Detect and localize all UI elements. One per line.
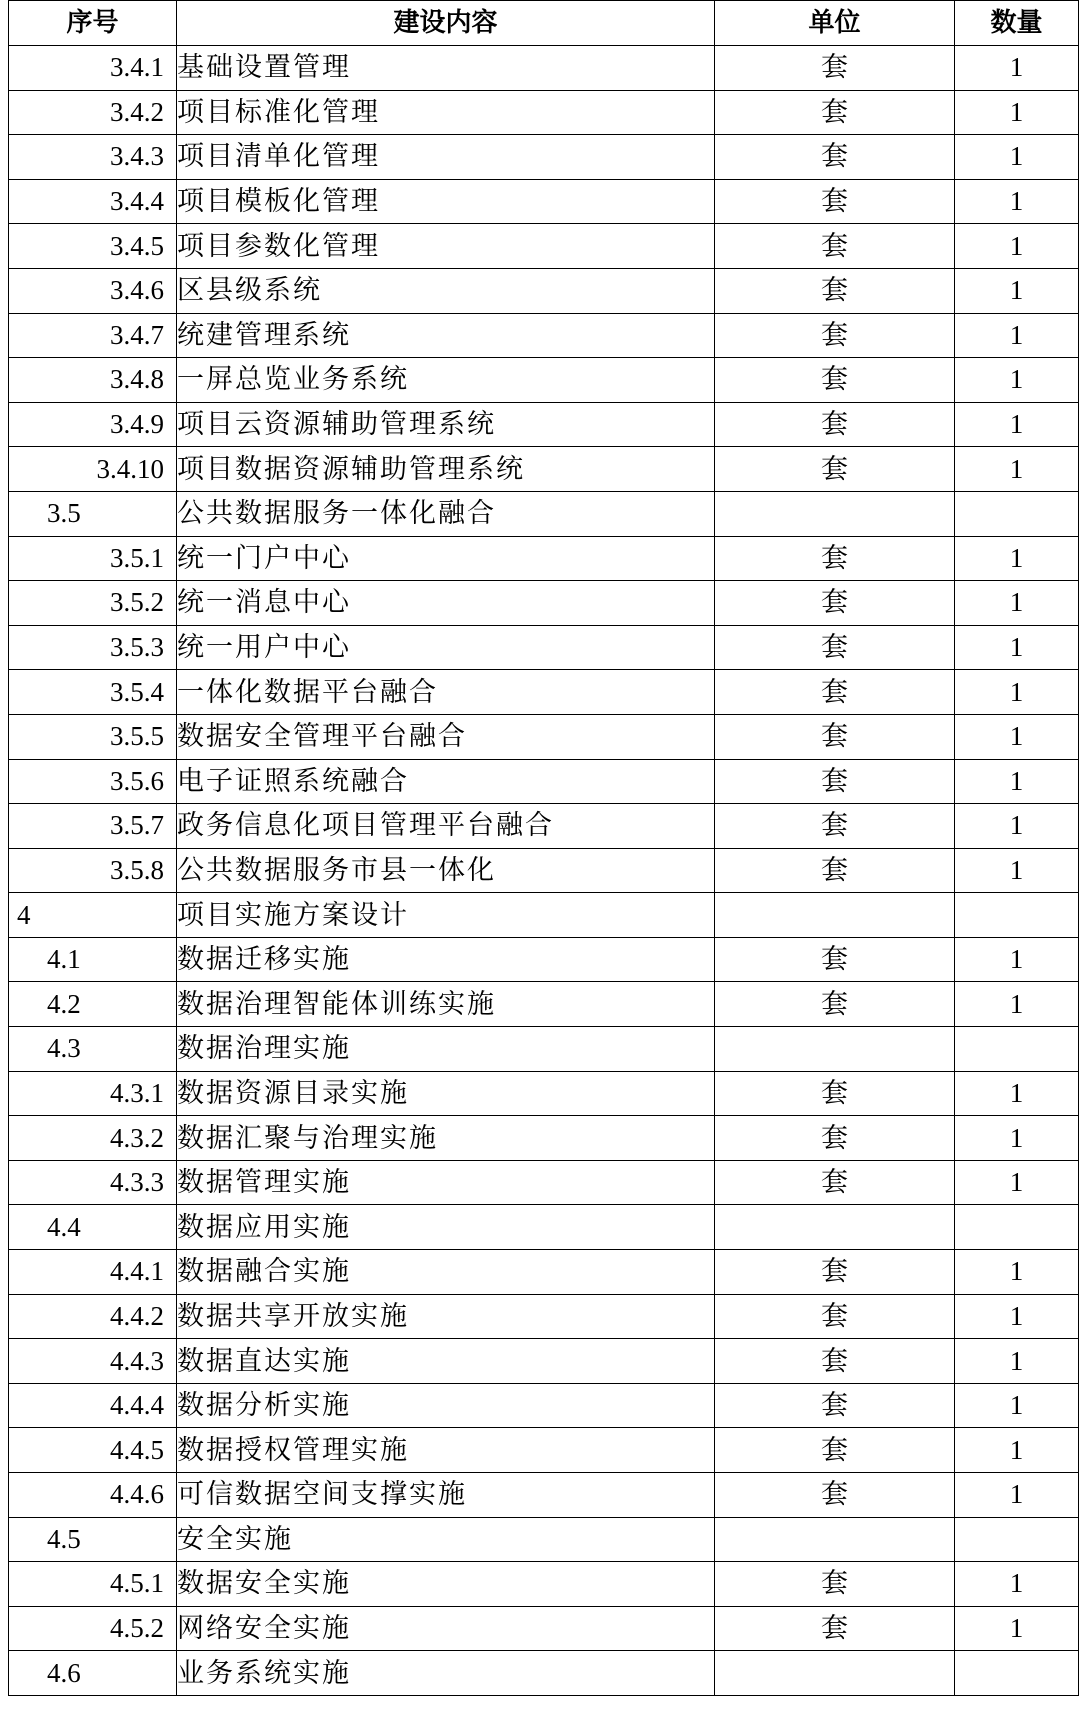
row-unit-cell: 套 (715, 1250, 955, 1295)
row-content-cell: 可信数据空间支撑实施 (177, 1473, 715, 1518)
row-unit-cell: 套 (715, 1562, 955, 1607)
table-row (9, 581, 1079, 626)
row-qty-cell: 1 (955, 1160, 1079, 1205)
row-number-cell: 4.3.3 (9, 1160, 177, 1205)
row-qty-cell: 1 (955, 1116, 1079, 1161)
row-number-cell: 3.4.5 (9, 224, 177, 269)
table-row (9, 1428, 1079, 1473)
row-number-cell: 4.4.4 (9, 1383, 177, 1428)
row-number-cell: 4.6 (9, 1651, 177, 1696)
row-number-cell: 4 (9, 893, 177, 938)
row-content-cell: 一屏总览业务系统 (177, 358, 715, 403)
table-row (9, 848, 1079, 893)
table-row (9, 46, 1079, 91)
table-row (9, 224, 1079, 269)
row-content-cell: 数据授权管理实施 (177, 1428, 715, 1473)
row-qty-cell: 1 (955, 224, 1079, 269)
row-unit-cell: 套 (715, 1116, 955, 1161)
row-number-cell: 3.4.3 (9, 135, 177, 180)
table-row (9, 536, 1079, 581)
table-row (9, 402, 1079, 447)
table-row (9, 1071, 1079, 1116)
table-row (9, 1027, 1079, 1072)
row-number-cell: 4.4.2 (9, 1294, 177, 1339)
row-unit-cell: 套 (715, 1160, 955, 1205)
row-qty-cell (955, 893, 1079, 938)
row-number-cell: 3.5.7 (9, 804, 177, 849)
header-qty: 数量 (955, 1, 1079, 46)
row-number-cell: 3.4.1 (9, 46, 177, 91)
row-unit-cell: 套 (715, 759, 955, 804)
row-number-cell: 3.4.8 (9, 358, 177, 403)
table-row (9, 358, 1079, 403)
row-qty-cell (955, 1651, 1079, 1696)
row-unit-cell: 套 (715, 358, 955, 403)
table-row (9, 268, 1079, 313)
table-row (9, 1294, 1079, 1339)
table-row (9, 1160, 1079, 1205)
row-unit-cell (715, 1517, 955, 1562)
row-qty-cell: 1 (955, 1294, 1079, 1339)
row-content-cell: 数据治理智能体训练实施 (177, 982, 715, 1027)
row-unit-cell: 套 (715, 1383, 955, 1428)
row-content-cell: 项目标准化管理 (177, 90, 715, 135)
table-row (9, 670, 1079, 715)
row-number-cell: 3.5.6 (9, 759, 177, 804)
row-content-cell: 一体化数据平台融合 (177, 670, 715, 715)
row-number-cell: 3.5.3 (9, 625, 177, 670)
table-row (9, 625, 1079, 670)
row-qty-cell: 1 (955, 848, 1079, 893)
table-row (9, 804, 1079, 849)
row-number-cell: 4.3.2 (9, 1116, 177, 1161)
row-content-cell: 统一门户中心 (177, 536, 715, 581)
table-row (9, 491, 1079, 536)
table-row (9, 1383, 1079, 1428)
table-header (9, 1, 1079, 46)
row-content-cell: 网络安全实施 (177, 1606, 715, 1651)
row-unit-cell (715, 893, 955, 938)
row-content-cell: 政务信息化项目管理平台融合 (177, 804, 715, 849)
row-number-cell: 4.1 (9, 937, 177, 982)
row-content-cell: 数据融合实施 (177, 1250, 715, 1295)
row-number-cell: 4.5 (9, 1517, 177, 1562)
row-content-cell: 公共数据服务市县一体化 (177, 848, 715, 893)
row-content-cell: 区县级系统 (177, 268, 715, 313)
row-qty-cell: 1 (955, 759, 1079, 804)
row-content-cell: 统一用户中心 (177, 625, 715, 670)
table-row (9, 937, 1079, 982)
row-qty-cell: 1 (955, 313, 1079, 358)
row-unit-cell: 套 (715, 313, 955, 358)
row-unit-cell (715, 1027, 955, 1072)
row-qty-cell: 1 (955, 937, 1079, 982)
row-content-cell: 基础设置管理 (177, 46, 715, 91)
row-qty-cell (955, 1205, 1079, 1250)
row-unit-cell: 套 (715, 1473, 955, 1518)
row-qty-cell: 1 (955, 1428, 1079, 1473)
row-unit-cell: 套 (715, 135, 955, 180)
row-qty-cell: 1 (955, 1250, 1079, 1295)
row-number-cell: 4.3 (9, 1027, 177, 1072)
row-content-cell: 数据安全管理平台融合 (177, 714, 715, 759)
row-number-cell: 3.5.2 (9, 581, 177, 626)
row-qty-cell: 1 (955, 402, 1079, 447)
row-unit-cell: 套 (715, 90, 955, 135)
row-content-cell: 数据安全实施 (177, 1562, 715, 1607)
row-content-cell: 数据汇聚与治理实施 (177, 1116, 715, 1161)
row-unit-cell: 套 (715, 402, 955, 447)
row-qty-cell: 1 (955, 90, 1079, 135)
row-qty-cell: 1 (955, 1473, 1079, 1518)
row-qty-cell: 1 (955, 358, 1079, 403)
row-number-cell: 4.5.2 (9, 1606, 177, 1651)
table-row (9, 1517, 1079, 1562)
row-content-cell: 数据管理实施 (177, 1160, 715, 1205)
row-qty-cell: 1 (955, 447, 1079, 492)
table-row (9, 90, 1079, 135)
row-number-cell: 4.4.6 (9, 1473, 177, 1518)
row-unit-cell: 套 (715, 581, 955, 626)
header-content: 建设内容 (177, 1, 715, 46)
row-unit-cell: 套 (715, 1606, 955, 1651)
row-number-cell: 3.4.2 (9, 90, 177, 135)
row-content-cell: 安全实施 (177, 1517, 715, 1562)
row-content-cell: 业务系统实施 (177, 1651, 715, 1696)
header-row (9, 1, 1079, 46)
row-content-cell: 项目云资源辅助管理系统 (177, 402, 715, 447)
row-qty-cell: 1 (955, 625, 1079, 670)
row-content-cell: 电子证照系统融合 (177, 759, 715, 804)
row-number-cell: 4.4.5 (9, 1428, 177, 1473)
row-number-cell: 3.5.5 (9, 714, 177, 759)
table-row (9, 893, 1079, 938)
row-content-cell: 统一消息中心 (177, 581, 715, 626)
row-number-cell: 4.2 (9, 982, 177, 1027)
row-content-cell: 统建管理系统 (177, 313, 715, 358)
row-qty-cell: 1 (955, 670, 1079, 715)
row-unit-cell: 套 (715, 179, 955, 224)
row-content-cell: 数据共享开放实施 (177, 1294, 715, 1339)
row-content-cell: 数据直达实施 (177, 1339, 715, 1384)
row-number-cell: 3.4.4 (9, 179, 177, 224)
row-unit-cell: 套 (715, 804, 955, 849)
row-qty-cell (955, 1517, 1079, 1562)
table-row (9, 982, 1079, 1027)
row-content-cell: 数据资源目录实施 (177, 1071, 715, 1116)
row-unit-cell: 套 (715, 1339, 955, 1384)
row-number-cell: 3.4.6 (9, 268, 177, 313)
row-unit-cell (715, 491, 955, 536)
table-row (9, 1473, 1079, 1518)
table-row (9, 135, 1079, 180)
row-unit-cell: 套 (715, 1294, 955, 1339)
row-number-cell: 3.5 (9, 491, 177, 536)
row-qty-cell: 1 (955, 1339, 1079, 1384)
row-content-cell: 公共数据服务一体化融合 (177, 491, 715, 536)
row-content-cell: 项目模板化管理 (177, 179, 715, 224)
row-number-cell: 4.3.1 (9, 1071, 177, 1116)
row-qty-cell: 1 (955, 1562, 1079, 1607)
table-row (9, 714, 1079, 759)
row-qty-cell: 1 (955, 268, 1079, 313)
header-unit: 单位 (715, 1, 955, 46)
table-row (9, 759, 1079, 804)
row-unit-cell: 套 (715, 625, 955, 670)
row-number-cell: 3.5.4 (9, 670, 177, 715)
row-content-cell: 数据应用实施 (177, 1205, 715, 1250)
row-unit-cell: 套 (715, 536, 955, 581)
row-unit-cell: 套 (715, 670, 955, 715)
row-qty-cell: 1 (955, 536, 1079, 581)
table-row (9, 1116, 1079, 1161)
row-content-cell: 数据治理实施 (177, 1027, 715, 1072)
row-qty-cell (955, 491, 1079, 536)
row-unit-cell: 套 (715, 937, 955, 982)
table-row (9, 1205, 1079, 1250)
row-unit-cell: 套 (715, 447, 955, 492)
row-unit-cell: 套 (715, 1428, 955, 1473)
row-qty-cell: 1 (955, 982, 1079, 1027)
row-qty-cell: 1 (955, 179, 1079, 224)
row-content-cell: 项目清单化管理 (177, 135, 715, 180)
header-no: 序号 (9, 1, 177, 46)
construction-content-table (8, 0, 1079, 1696)
table-row (9, 1339, 1079, 1384)
row-number-cell: 3.5.1 (9, 536, 177, 581)
row-unit-cell: 套 (715, 224, 955, 269)
row-number-cell: 3.4.9 (9, 402, 177, 447)
table-row (9, 447, 1079, 492)
row-qty-cell: 1 (955, 46, 1079, 91)
row-number-cell: 4.5.1 (9, 1562, 177, 1607)
row-qty-cell: 1 (955, 1383, 1079, 1428)
row-number-cell: 3.4.10 (9, 447, 177, 492)
table-row (9, 1606, 1079, 1651)
row-qty-cell (955, 1027, 1079, 1072)
table-row (9, 1250, 1079, 1295)
row-content-cell: 项目数据资源辅助管理系统 (177, 447, 715, 492)
row-unit-cell: 套 (715, 46, 955, 91)
row-number-cell: 3.5.8 (9, 848, 177, 893)
row-unit-cell (715, 1651, 955, 1696)
row-qty-cell: 1 (955, 135, 1079, 180)
row-unit-cell (715, 1205, 955, 1250)
table-row (9, 313, 1079, 358)
row-qty-cell: 1 (955, 1071, 1079, 1116)
row-content-cell: 数据分析实施 (177, 1383, 715, 1428)
row-number-cell: 4.4 (9, 1205, 177, 1250)
table-body (9, 46, 1079, 1696)
row-unit-cell: 套 (715, 982, 955, 1027)
row-content-cell: 项目实施方案设计 (177, 893, 715, 938)
table-row (9, 1651, 1079, 1696)
table-row (9, 179, 1079, 224)
row-unit-cell: 套 (715, 848, 955, 893)
row-qty-cell: 1 (955, 1606, 1079, 1651)
row-content-cell: 数据迁移实施 (177, 937, 715, 982)
row-qty-cell: 1 (955, 804, 1079, 849)
row-unit-cell: 套 (715, 268, 955, 313)
row-number-cell: 3.4.7 (9, 313, 177, 358)
row-qty-cell: 1 (955, 581, 1079, 626)
row-qty-cell: 1 (955, 714, 1079, 759)
row-content-cell: 项目参数化管理 (177, 224, 715, 269)
row-unit-cell: 套 (715, 1071, 955, 1116)
row-number-cell: 4.4.1 (9, 1250, 177, 1295)
row-unit-cell: 套 (715, 714, 955, 759)
row-number-cell: 4.4.3 (9, 1339, 177, 1384)
table-row (9, 1562, 1079, 1607)
